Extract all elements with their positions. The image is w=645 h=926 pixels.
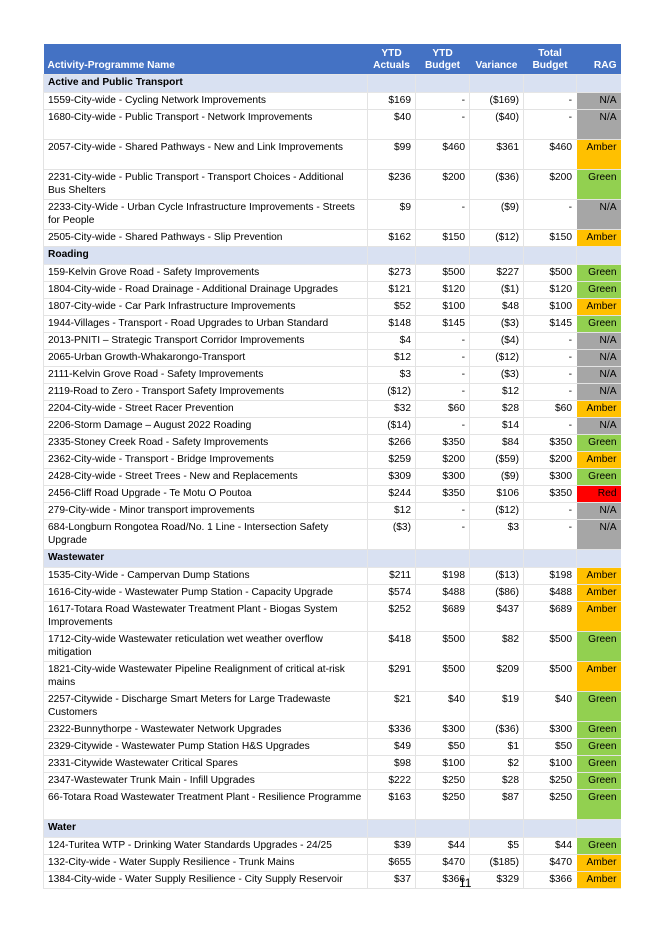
rag-status-badge: Amber: [577, 229, 621, 246]
activity-name-cell: 1384-City-wide - Water Supply Resilience - City Supply Reservoir: [44, 871, 368, 888]
ytd-actuals-cell: $3: [368, 366, 416, 383]
table-row: [44, 383, 621, 400]
table-row: [44, 755, 621, 772]
total-budget-cell: -: [524, 383, 577, 400]
ytd-actuals-cell: ($3): [368, 519, 416, 549]
table-row: [44, 109, 621, 139]
total-budget-cell: $300: [524, 721, 577, 738]
ytd-budget-cell: $50: [416, 738, 470, 755]
total-budget-cell: $198: [524, 567, 577, 584]
ytd-actuals-cell: $574: [368, 584, 416, 601]
rag-status-badge: Green: [577, 755, 621, 772]
ytd-actuals-cell: $309: [368, 468, 416, 485]
total-budget-cell: $500: [524, 264, 577, 281]
ytd-actuals-cell: $169: [368, 92, 416, 109]
table-row: [44, 366, 621, 383]
table-row: [44, 92, 621, 109]
variance-cell: ($185): [470, 854, 524, 871]
activity-name-cell: 1807-City-wide - Car Park Infrastructure Improvements: [44, 298, 368, 315]
variance-cell: $5: [470, 837, 524, 854]
variance-cell: ($4): [470, 332, 524, 349]
total-budget-cell: $60: [524, 400, 577, 417]
ytd-actuals-cell: $98: [368, 755, 416, 772]
ytd-budget-cell: $150: [416, 229, 470, 246]
table-row: [44, 400, 621, 417]
variance-cell: $12: [470, 383, 524, 400]
ytd-actuals-cell: $162: [368, 229, 416, 246]
ytd-actuals-cell: ($14): [368, 417, 416, 434]
rag-status-badge: N/A: [577, 383, 621, 400]
table-row: [44, 169, 621, 199]
ytd-actuals-cell: $49: [368, 738, 416, 755]
table-row: [44, 789, 621, 819]
total-budget-cell: $50: [524, 738, 577, 755]
ytd-budget-cell: $200: [416, 451, 470, 468]
activity-name-cell: 66-Totara Road Wastewater Treatment Plant - Resilience Programme: [44, 789, 368, 819]
section-empty-cell: [368, 246, 416, 264]
ytd-actuals-cell: $12: [368, 502, 416, 519]
section-empty-cell: [470, 819, 524, 837]
ytd-budget-cell: $460: [416, 139, 470, 169]
total-budget-cell: $200: [524, 169, 577, 199]
total-budget-cell: $350: [524, 434, 577, 451]
rag-status-badge: Green: [577, 169, 621, 199]
activity-name-cell: 159-Kelvin Grove Road - Safety Improvements: [44, 264, 368, 281]
total-budget-cell: $250: [524, 789, 577, 819]
ytd-actuals-cell: $236: [368, 169, 416, 199]
activity-name-cell: 279-City-wide - Minor transport improvements: [44, 502, 368, 519]
table-row: [44, 434, 621, 451]
rag-status-badge: Green: [577, 721, 621, 738]
table-body: [44, 74, 621, 888]
activity-name-cell: 1535-City-Wide - Campervan Dump Stations: [44, 567, 368, 584]
activity-name-cell: 2233-City-Wide - Urban Cycle Infrastructure Improvements - Streets for People: [44, 199, 368, 229]
rag-status-badge: N/A: [577, 417, 621, 434]
section-empty-cell: [416, 246, 470, 264]
variance-cell: $28: [470, 400, 524, 417]
ytd-actuals-cell: $259: [368, 451, 416, 468]
rag-status-badge: Green: [577, 738, 621, 755]
activity-name-cell: 2331-Citywide Wastewater Critical Spares: [44, 755, 368, 772]
activity-name-cell: 2204-City-wide - Street Racer Prevention: [44, 400, 368, 417]
rag-status-badge: Amber: [577, 567, 621, 584]
ytd-budget-cell: -: [416, 349, 470, 366]
ytd-budget-cell: -: [416, 519, 470, 549]
header-total-budget: Total Budget: [524, 44, 577, 74]
section-empty-cell: [470, 549, 524, 567]
table-row: [44, 601, 621, 631]
total-budget-cell: $460: [524, 139, 577, 169]
ytd-budget-cell: -: [416, 417, 470, 434]
ytd-budget-cell: $500: [416, 661, 470, 691]
table-row: [44, 229, 621, 246]
total-budget-cell: $366: [524, 871, 577, 888]
ytd-actuals-cell: $336: [368, 721, 416, 738]
section-empty-cell: [577, 74, 621, 92]
variance-cell: ($12): [470, 229, 524, 246]
total-budget-cell: $200: [524, 451, 577, 468]
variance-cell: ($9): [470, 468, 524, 485]
total-budget-cell: -: [524, 349, 577, 366]
section-row: [44, 549, 621, 567]
section-empty-cell: [368, 549, 416, 567]
section-row: [44, 74, 621, 92]
ytd-actuals-cell: $163: [368, 789, 416, 819]
rag-status-badge: N/A: [577, 502, 621, 519]
variance-cell: $14: [470, 417, 524, 434]
ytd-actuals-cell: $32: [368, 400, 416, 417]
rag-status-badge: N/A: [577, 199, 621, 229]
ytd-budget-cell: $145: [416, 315, 470, 332]
activity-name-cell: 2206-Storm Damage – August 2022 Roading: [44, 417, 368, 434]
variance-cell: ($169): [470, 92, 524, 109]
section-empty-cell: [577, 549, 621, 567]
section-empty-cell: [470, 74, 524, 92]
table-row: [44, 298, 621, 315]
section-empty-cell: [368, 819, 416, 837]
total-budget-cell: -: [524, 502, 577, 519]
rag-status-badge: Amber: [577, 139, 621, 169]
header-ytd-budget: YTD Budget: [416, 44, 470, 74]
variance-cell: $84: [470, 434, 524, 451]
variance-cell: $227: [470, 264, 524, 281]
total-budget-cell: -: [524, 332, 577, 349]
activity-programme-table: [43, 44, 621, 889]
ytd-budget-cell: $500: [416, 631, 470, 661]
variance-cell: $2: [470, 755, 524, 772]
table-row: [44, 871, 621, 888]
rag-status-badge: Amber: [577, 854, 621, 871]
activity-name-cell: 1821-City-wide Wastewater Pipeline Realignment of critical at-risk mains: [44, 661, 368, 691]
activity-name-cell: 132-City-wide - Water Supply Resilience - Trunk Mains: [44, 854, 368, 871]
variance-cell: $1: [470, 738, 524, 755]
variance-cell: $3: [470, 519, 524, 549]
rag-status-badge: Amber: [577, 584, 621, 601]
variance-cell: $209: [470, 661, 524, 691]
rag-status-badge: Green: [577, 468, 621, 485]
header-activity-programme-name: Activity-Programme Name: [44, 44, 368, 74]
section-title: Water: [44, 819, 368, 837]
header-ytd-actuals: YTD Actuals: [368, 44, 416, 74]
activity-name-cell: 1617-Totara Road Wastewater Treatment Plant - Biogas System Improvements: [44, 601, 368, 631]
section-empty-cell: [416, 74, 470, 92]
variance-cell: ($12): [470, 502, 524, 519]
rag-status-badge: Green: [577, 315, 621, 332]
section-empty-cell: [368, 74, 416, 92]
ytd-budget-cell: $120: [416, 281, 470, 298]
rag-status-badge: N/A: [577, 519, 621, 549]
ytd-budget-cell: -: [416, 199, 470, 229]
activity-name-cell: 2428-City-wide - Street Trees - New and Replacements: [44, 468, 368, 485]
rag-status-badge: Amber: [577, 871, 621, 888]
section-empty-cell: [524, 819, 577, 837]
activity-name-cell: 684-Longburn Rongotea Road/No. 1 Line - Intersection Safety Upgrade: [44, 519, 368, 549]
table-header-row: [44, 44, 621, 74]
table-row: [44, 349, 621, 366]
total-budget-cell: -: [524, 366, 577, 383]
variance-cell: ($13): [470, 567, 524, 584]
activity-name-cell: 2111-Kelvin Grove Road - Safety Improvements: [44, 366, 368, 383]
ytd-budget-cell: $250: [416, 789, 470, 819]
ytd-actuals-cell: $252: [368, 601, 416, 631]
section-row: [44, 246, 621, 264]
total-budget-cell: $150: [524, 229, 577, 246]
ytd-actuals-cell: $52: [368, 298, 416, 315]
activity-name-cell: 2119-Road to Zero - Transport Safety Improvements: [44, 383, 368, 400]
rag-status-badge: Amber: [577, 298, 621, 315]
table-row: [44, 417, 621, 434]
ytd-budget-cell: $350: [416, 434, 470, 451]
ytd-budget-cell: $60: [416, 400, 470, 417]
variance-cell: $28: [470, 772, 524, 789]
table-row: [44, 567, 621, 584]
table-row: [44, 691, 621, 721]
activity-name-cell: 1616-City-wide - Wastewater Pump Station - Capacity Upgrade: [44, 584, 368, 601]
ytd-actuals-cell: $211: [368, 567, 416, 584]
variance-cell: $48: [470, 298, 524, 315]
table-row: [44, 502, 621, 519]
rag-status-badge: Green: [577, 837, 621, 854]
variance-cell: ($3): [470, 315, 524, 332]
variance-cell: ($36): [470, 169, 524, 199]
activity-name-cell: 2322-Bunnythorpe - Wastewater Network Upgrades: [44, 721, 368, 738]
table-row: [44, 772, 621, 789]
section-row: [44, 819, 621, 837]
ytd-budget-cell: $250: [416, 772, 470, 789]
activity-name-cell: 2335-Stoney Creek Road - Safety Improvements: [44, 434, 368, 451]
section-title: Roading: [44, 246, 368, 264]
activity-name-cell: 2347-Wastewater Trunk Main - Infill Upgrades: [44, 772, 368, 789]
table-row: [44, 332, 621, 349]
header-rag: RAG: [577, 44, 621, 74]
section-empty-cell: [577, 246, 621, 264]
rag-status-badge: Amber: [577, 400, 621, 417]
ytd-budget-cell: $200: [416, 169, 470, 199]
section-title: Active and Public Transport: [44, 74, 368, 92]
ytd-budget-cell: $44: [416, 837, 470, 854]
activity-name-cell: 1680-City-wide - Public Transport - Network Improvements: [44, 109, 368, 139]
ytd-actuals-cell: $40: [368, 109, 416, 139]
table-row: [44, 468, 621, 485]
total-budget-cell: $250: [524, 772, 577, 789]
rag-status-badge: Amber: [577, 661, 621, 691]
rag-status-badge: Green: [577, 281, 621, 298]
table-row: [44, 631, 621, 661]
table-row: [44, 139, 621, 169]
section-empty-cell: [577, 819, 621, 837]
rag-status-badge: N/A: [577, 109, 621, 139]
section-empty-cell: [470, 246, 524, 264]
ytd-actuals-cell: $12: [368, 349, 416, 366]
ytd-budget-cell: $366: [416, 871, 470, 888]
variance-cell: ($36): [470, 721, 524, 738]
ytd-actuals-cell: $4: [368, 332, 416, 349]
header-variance: Variance: [470, 44, 524, 74]
rag-status-badge: Green: [577, 631, 621, 661]
ytd-budget-cell: -: [416, 332, 470, 349]
activity-name-cell: 2456-Cliff Road Upgrade - Te Motu O Poutoa: [44, 485, 368, 502]
variance-cell: $329: [470, 871, 524, 888]
total-budget-cell: $120: [524, 281, 577, 298]
ytd-budget-cell: $488: [416, 584, 470, 601]
ytd-budget-cell: -: [416, 383, 470, 400]
page-number: 11: [459, 876, 472, 890]
total-budget-cell: $100: [524, 298, 577, 315]
ytd-actuals-cell: $37: [368, 871, 416, 888]
variance-cell: ($12): [470, 349, 524, 366]
section-title: Wastewater: [44, 549, 368, 567]
total-budget-cell: -: [524, 417, 577, 434]
table-row: [44, 854, 621, 871]
section-empty-cell: [416, 549, 470, 567]
total-budget-cell: $500: [524, 661, 577, 691]
section-empty-cell: [524, 74, 577, 92]
capital-programme-report: [43, 44, 620, 889]
ytd-budget-cell: $40: [416, 691, 470, 721]
activity-name-cell: 2057-City-wide - Shared Pathways - New and Link Improvements: [44, 139, 368, 169]
rag-status-badge: N/A: [577, 332, 621, 349]
total-budget-cell: $100: [524, 755, 577, 772]
ytd-budget-cell: -: [416, 92, 470, 109]
rag-status-badge: Green: [577, 789, 621, 819]
ytd-budget-cell: -: [416, 109, 470, 139]
ytd-actuals-cell: $9: [368, 199, 416, 229]
total-budget-cell: $300: [524, 468, 577, 485]
ytd-budget-cell: $198: [416, 567, 470, 584]
activity-name-cell: 1712-City-wide Wastewater reticulation wet weather overflow mitigation: [44, 631, 368, 661]
ytd-budget-cell: $100: [416, 298, 470, 315]
ytd-budget-cell: $300: [416, 721, 470, 738]
variance-cell: ($1): [470, 281, 524, 298]
rag-status-badge: N/A: [577, 349, 621, 366]
variance-cell: ($59): [470, 451, 524, 468]
ytd-budget-cell: $689: [416, 601, 470, 631]
activity-name-cell: 2257-Citywide - Discharge Smart Meters for Large Tradewaste Customers: [44, 691, 368, 721]
rag-status-badge: Green: [577, 772, 621, 789]
ytd-actuals-cell: $222: [368, 772, 416, 789]
ytd-actuals-cell: $99: [368, 139, 416, 169]
rag-status-badge: Green: [577, 434, 621, 451]
ytd-actuals-cell: $291: [368, 661, 416, 691]
variance-cell: ($3): [470, 366, 524, 383]
table-row: [44, 738, 621, 755]
table-row: [44, 485, 621, 502]
rag-status-badge: Green: [577, 264, 621, 281]
ytd-budget-cell: -: [416, 502, 470, 519]
variance-cell: $82: [470, 631, 524, 661]
section-empty-cell: [416, 819, 470, 837]
activity-name-cell: 2231-City-wide - Public Transport - Transport Choices - Additional Bus Shelters: [44, 169, 368, 199]
table-row: [44, 315, 621, 332]
ytd-budget-cell: $300: [416, 468, 470, 485]
variance-cell: ($40): [470, 109, 524, 139]
activity-name-cell: 2362-City-wide - Transport - Bridge Improvements: [44, 451, 368, 468]
section-empty-cell: [524, 246, 577, 264]
ytd-actuals-cell: $244: [368, 485, 416, 502]
ytd-actuals-cell: $266: [368, 434, 416, 451]
rag-status-badge: N/A: [577, 92, 621, 109]
table-row: [44, 281, 621, 298]
total-budget-cell: -: [524, 199, 577, 229]
total-budget-cell: $44: [524, 837, 577, 854]
variance-cell: $87: [470, 789, 524, 819]
variance-cell: $361: [470, 139, 524, 169]
total-budget-cell: $350: [524, 485, 577, 502]
table-row: [44, 199, 621, 229]
ytd-budget-cell: $500: [416, 264, 470, 281]
total-budget-cell: -: [524, 519, 577, 549]
ytd-actuals-cell: $21: [368, 691, 416, 721]
table-row: [44, 661, 621, 691]
ytd-actuals-cell: $148: [368, 315, 416, 332]
total-budget-cell: $500: [524, 631, 577, 661]
ytd-budget-cell: $350: [416, 485, 470, 502]
ytd-actuals-cell: $418: [368, 631, 416, 661]
total-budget-cell: $488: [524, 584, 577, 601]
total-budget-cell: $470: [524, 854, 577, 871]
activity-name-cell: 2013-PNITI – Strategic Transport Corridor Improvements: [44, 332, 368, 349]
activity-name-cell: 2065-Urban Growth-Whakarongo-Transport: [44, 349, 368, 366]
rag-status-badge: Amber: [577, 451, 621, 468]
ytd-budget-cell: -: [416, 366, 470, 383]
rag-status-badge: Amber: [577, 601, 621, 631]
total-budget-cell: $689: [524, 601, 577, 631]
ytd-actuals-cell: ($12): [368, 383, 416, 400]
table-row: [44, 451, 621, 468]
ytd-budget-cell: $100: [416, 755, 470, 772]
table-row: [44, 264, 621, 281]
ytd-actuals-cell: $655: [368, 854, 416, 871]
total-budget-cell: -: [524, 109, 577, 139]
variance-cell: $437: [470, 601, 524, 631]
variance-cell: ($86): [470, 584, 524, 601]
activity-name-cell: 124-Turitea WTP - Drinking Water Standards Upgrades - 24/25: [44, 837, 368, 854]
rag-status-badge: N/A: [577, 366, 621, 383]
activity-name-cell: 2505-City-wide - Shared Pathways - Slip Prevention: [44, 229, 368, 246]
table-row: [44, 837, 621, 854]
table-row: [44, 519, 621, 549]
table-row: [44, 584, 621, 601]
ytd-actuals-cell: $273: [368, 264, 416, 281]
rag-status-badge: Red: [577, 485, 621, 502]
variance-cell: $19: [470, 691, 524, 721]
section-empty-cell: [524, 549, 577, 567]
total-budget-cell: $145: [524, 315, 577, 332]
ytd-actuals-cell: $39: [368, 837, 416, 854]
table-row: [44, 721, 621, 738]
activity-name-cell: 1804-City-wide - Road Drainage - Additional Drainage Upgrades: [44, 281, 368, 298]
total-budget-cell: $40: [524, 691, 577, 721]
ytd-actuals-cell: $121: [368, 281, 416, 298]
variance-cell: ($9): [470, 199, 524, 229]
activity-name-cell: 1559-City-wide - Cycling Network Improvements: [44, 92, 368, 109]
activity-name-cell: 2329-Citywide - Wastewater Pump Station H&S Upgrades: [44, 738, 368, 755]
activity-name-cell: 1944-Villages - Transport - Road Upgrades to Urban Standard: [44, 315, 368, 332]
variance-cell: $106: [470, 485, 524, 502]
ytd-budget-cell: $470: [416, 854, 470, 871]
rag-status-badge: Green: [577, 691, 621, 721]
total-budget-cell: -: [524, 92, 577, 109]
